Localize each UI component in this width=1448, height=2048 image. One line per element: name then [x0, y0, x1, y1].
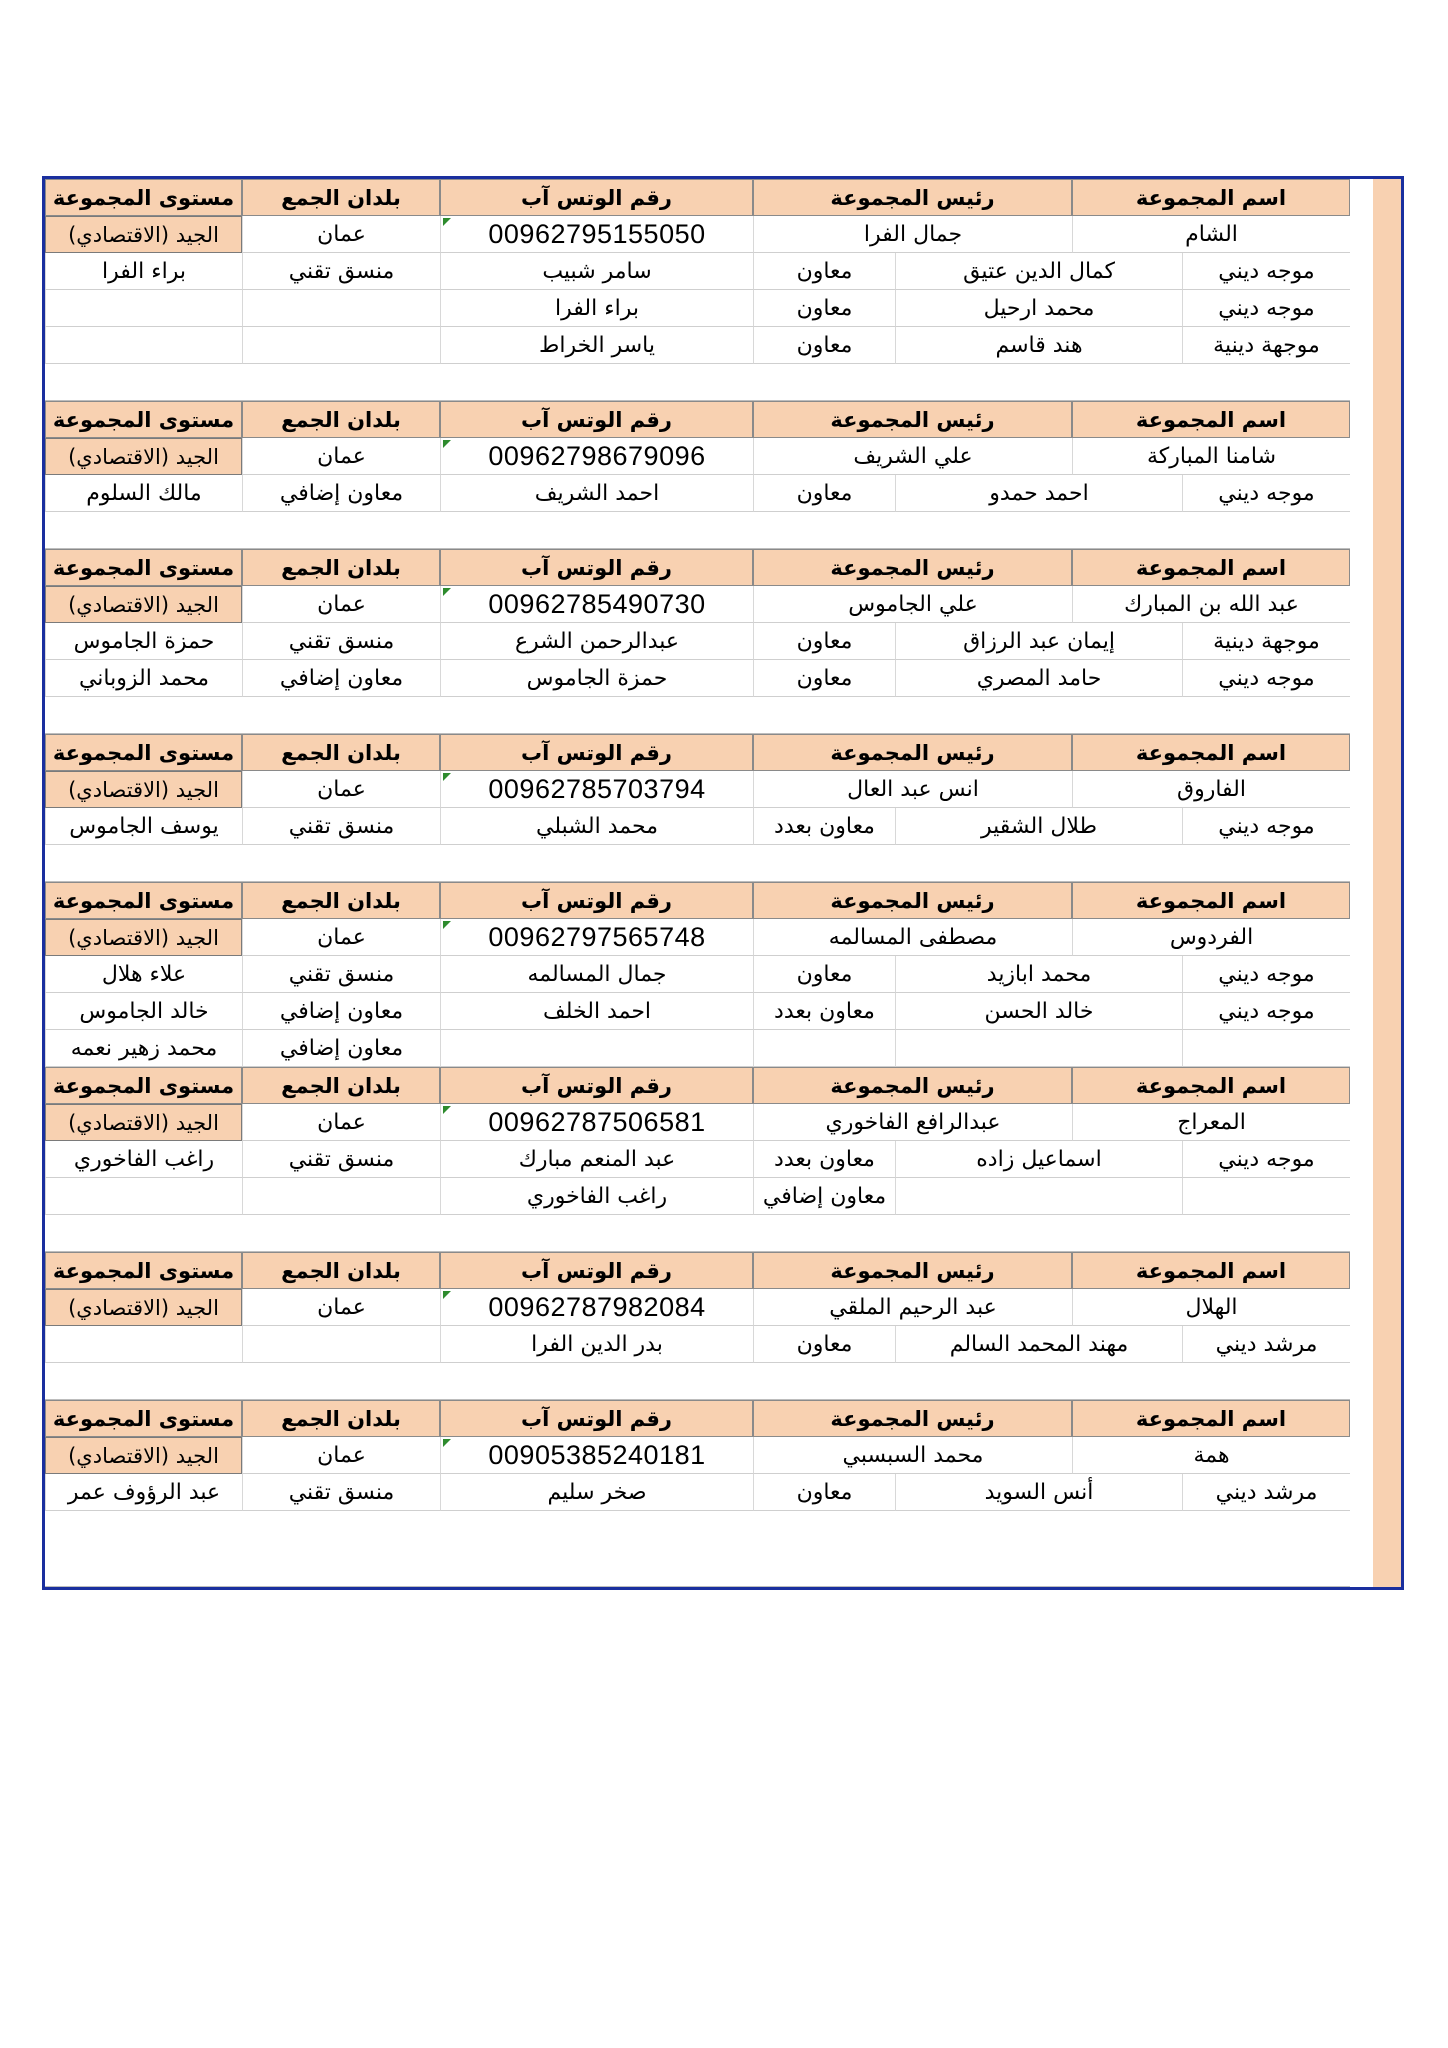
group-level: الجيد (الاقتصادي) — [45, 216, 242, 253]
group-level: الجيد (الاقتصادي) — [45, 438, 242, 475]
member-cell-member-3: حمزة الجاموس — [45, 623, 242, 660]
member-cell-member-1 — [895, 1178, 1182, 1215]
group-header-row — [45, 1067, 1350, 1104]
header-whatsapp: رقم الوتس آب — [440, 734, 753, 771]
group-country: عمان — [242, 216, 440, 253]
member-cell-role-2: معاون — [753, 253, 895, 290]
group-phone[interactable]: 00962798679096 — [440, 438, 753, 475]
group-country: عمان — [242, 919, 440, 956]
member-cell-role-2: معاون إضافي — [753, 1178, 895, 1215]
member-cell-member-3: عبد الرؤوف عمر — [45, 1474, 242, 1511]
header-collection-country: بلدان الجمع — [242, 882, 440, 919]
group-header-row — [45, 549, 1350, 586]
member-cell-member-1: أنس السويد — [895, 1474, 1182, 1511]
header-collection-country: بلدان الجمع — [242, 1400, 440, 1437]
group-head: عبدالرافع الفاخوري — [753, 1104, 1072, 1141]
group-header-row — [45, 734, 1350, 771]
header-collection-country: بلدان الجمع — [242, 179, 440, 216]
member-cell-role-1: موجه ديني — [1182, 253, 1350, 290]
group-country: عمان — [242, 1437, 440, 1474]
header-group-head: رئيس المجموعة — [753, 734, 1072, 771]
blank-spacer-row — [45, 697, 1350, 734]
member-row — [45, 1474, 1350, 1511]
group-name: المعراج — [1072, 1104, 1350, 1141]
group-phone[interactable]: 00962787506581 — [440, 1104, 753, 1141]
header-group-name: اسم المجموعة — [1072, 401, 1350, 438]
right-margin-strip — [1373, 179, 1401, 1587]
header-collection-country: بلدان الجمع — [242, 401, 440, 438]
group-country: عمان — [242, 438, 440, 475]
group-header-row — [45, 401, 1350, 438]
member-cell-member-2: احمد الشريف — [440, 475, 753, 512]
group-header-row — [45, 1252, 1350, 1289]
member-cell-role-3 — [242, 290, 440, 327]
member-cell-member-2: سامر شبيب — [440, 253, 753, 290]
group-name: شامنا المباركة — [1072, 438, 1350, 475]
member-cell-member-3: محمد الزوباني — [45, 660, 242, 697]
header-group-name: اسم المجموعة — [1072, 734, 1350, 771]
group-header-row — [45, 1400, 1350, 1437]
member-cell-member-3 — [45, 290, 242, 327]
header-group-level: مستوى المجموعة — [45, 734, 242, 771]
header-whatsapp: رقم الوتس آب — [440, 1252, 753, 1289]
member-cell-member-1: حامد المصري — [895, 660, 1182, 697]
member-cell-role-3 — [242, 327, 440, 364]
header-whatsapp: رقم الوتس آب — [440, 1400, 753, 1437]
header-whatsapp: رقم الوتس آب — [440, 882, 753, 919]
member-cell-member-1: اسماعيل زاده — [895, 1141, 1182, 1178]
member-cell-member-2: جمال المسالمه — [440, 956, 753, 993]
header-whatsapp: رقم الوتس آب — [440, 179, 753, 216]
member-cell-member-2: براء الفرا — [440, 290, 753, 327]
member-cell-role-3: منسق تقني — [242, 956, 440, 993]
member-cell-role-1: موجه ديني — [1182, 1141, 1350, 1178]
member-cell-role-2: معاون — [753, 660, 895, 697]
member-row — [45, 475, 1350, 512]
member-cell-role-1 — [1182, 1030, 1350, 1067]
member-cell-role-3: معاون إضافي — [242, 475, 440, 512]
group-country: عمان — [242, 586, 440, 623]
header-collection-country: بلدان الجمع — [242, 1252, 440, 1289]
header-group-level: مستوى المجموعة — [45, 179, 242, 216]
member-row — [45, 290, 1350, 327]
member-cell-member-3: علاء هلال — [45, 956, 242, 993]
member-cell-role-3: معاون إضافي — [242, 660, 440, 697]
group-header-row — [45, 179, 1350, 216]
member-cell-role-1: موجهة دينية — [1182, 623, 1350, 660]
member-cell-member-3: براء الفرا — [45, 253, 242, 290]
group-head: عبد الرحيم الملقي — [753, 1289, 1072, 1326]
member-cell-role-2: معاون — [753, 475, 895, 512]
member-cell-role-1: موجه ديني — [1182, 808, 1350, 845]
member-cell-role-3: معاون إضافي — [242, 1030, 440, 1067]
header-group-name: اسم المجموعة — [1072, 1400, 1350, 1437]
member-row — [45, 1178, 1350, 1215]
group-country: عمان — [242, 1289, 440, 1326]
header-group-name: اسم المجموعة — [1072, 549, 1350, 586]
member-row — [45, 1030, 1350, 1067]
member-cell-role-1: موجهة دينية — [1182, 327, 1350, 364]
group-name: عبد الله بن المبارك — [1072, 586, 1350, 623]
group-phone[interactable]: 00962785703794 — [440, 771, 753, 808]
group-level: الجيد (الاقتصادي) — [45, 771, 242, 808]
member-row — [45, 1326, 1350, 1363]
member-cell-role-1 — [1182, 1178, 1350, 1215]
member-cell-member-3: يوسف الجاموس — [45, 808, 242, 845]
member-cell-role-3 — [242, 1178, 440, 1215]
group-head: علي الجاموس — [753, 586, 1072, 623]
group-phone[interactable]: 00962785490730 — [440, 586, 753, 623]
member-cell-member-2: ياسر الخراط — [440, 327, 753, 364]
group-phone[interactable]: 00905385240181 — [440, 1437, 753, 1474]
header-collection-country: بلدان الجمع — [242, 549, 440, 586]
member-cell-member-3 — [45, 327, 242, 364]
group-phone[interactable]: 00962795155050 — [440, 216, 753, 253]
member-cell-role-1: مرشد ديني — [1182, 1474, 1350, 1511]
group-level: الجيد (الاقتصادي) — [45, 586, 242, 623]
member-cell-member-2: عبدالرحمن الشرع — [440, 623, 753, 660]
member-cell-member-1: طلال الشقير — [895, 808, 1182, 845]
member-cell-member-1: هند قاسم — [895, 327, 1182, 364]
member-cell-role-1: موجه ديني — [1182, 956, 1350, 993]
member-row — [45, 253, 1350, 290]
member-cell-role-1: موجه ديني — [1182, 290, 1350, 327]
member-row — [45, 327, 1350, 364]
header-group-level: مستوى المجموعة — [45, 1067, 242, 1104]
member-cell-member-2 — [440, 1030, 753, 1067]
member-cell-role-2 — [753, 1030, 895, 1067]
member-cell-member-2: احمد الخلف — [440, 993, 753, 1030]
member-cell-member-3: خالد الجاموس — [45, 993, 242, 1030]
member-cell-role-3 — [242, 1326, 440, 1363]
header-group-head: رئيس المجموعة — [753, 1252, 1072, 1289]
header-whatsapp: رقم الوتس آب — [440, 1067, 753, 1104]
header-group-head: رئيس المجموعة — [753, 401, 1072, 438]
header-group-head: رئيس المجموعة — [753, 1067, 1072, 1104]
member-cell-role-2: معاون بعدد — [753, 808, 895, 845]
group-phone[interactable]: 00962787982084 — [440, 1289, 753, 1326]
member-cell-role-1: موجه ديني — [1182, 660, 1350, 697]
group-name: الشام — [1072, 216, 1350, 253]
member-cell-member-1 — [895, 1030, 1182, 1067]
group-header-row — [45, 882, 1350, 919]
group-country: عمان — [242, 771, 440, 808]
member-cell-member-1: كمال الدين عتيق — [895, 253, 1182, 290]
member-cell-member-1: إيمان عبد الرزاق — [895, 623, 1182, 660]
header-group-head: رئيس المجموعة — [753, 882, 1072, 919]
member-cell-member-3: راغب الفاخوري — [45, 1141, 242, 1178]
group-level: الجيد (الاقتصادي) — [45, 919, 242, 956]
member-cell-member-1: محمد ارحيل — [895, 290, 1182, 327]
group-info-row — [45, 216, 1350, 253]
group-country: عمان — [242, 1104, 440, 1141]
group-info-row — [45, 1104, 1350, 1141]
group-table-sheet — [42, 176, 1404, 1590]
member-cell-role-3: منسق تقني — [242, 1474, 440, 1511]
group-head: مصطفى المسالمه — [753, 919, 1072, 956]
group-name: الهلال — [1072, 1289, 1350, 1326]
blank-spacer-row — [45, 1363, 1350, 1400]
member-row — [45, 1141, 1350, 1178]
member-row — [45, 660, 1350, 697]
member-cell-member-1: محمد ابازيد — [895, 956, 1182, 993]
member-cell-member-2: حمزة الجاموس — [440, 660, 753, 697]
group-phone[interactable]: 00962797565748 — [440, 919, 753, 956]
member-cell-role-2: معاون — [753, 290, 895, 327]
member-cell-role-3: منسق تقني — [242, 1141, 440, 1178]
group-head: محمد السبسبي — [753, 1437, 1072, 1474]
member-cell-role-3: معاون إضافي — [242, 993, 440, 1030]
group-info-row — [45, 771, 1350, 808]
member-cell-member-2: بدر الدين الفرا — [440, 1326, 753, 1363]
header-group-level: مستوى المجموعة — [45, 882, 242, 919]
member-cell-role-2: معاون — [753, 1326, 895, 1363]
header-whatsapp: رقم الوتس آب — [440, 401, 753, 438]
member-row — [45, 808, 1350, 845]
member-cell-role-2: معاون — [753, 1474, 895, 1511]
member-cell-member-1: احمد حمدو — [895, 475, 1182, 512]
member-cell-member-2: محمد الشبلي — [440, 808, 753, 845]
group-level: الجيد (الاقتصادي) — [45, 1437, 242, 1474]
blank-spacer-row — [45, 845, 1350, 882]
header-group-name: اسم المجموعة — [1072, 1252, 1350, 1289]
header-group-head: رئيس المجموعة — [753, 179, 1072, 216]
group-name: الفردوس — [1072, 919, 1350, 956]
member-cell-role-2: معاون بعدد — [753, 1141, 895, 1178]
group-info-row — [45, 1437, 1350, 1474]
header-collection-country: بلدان الجمع — [242, 1067, 440, 1104]
member-cell-role-1: موجه ديني — [1182, 993, 1350, 1030]
member-cell-member-3: محمد زهير نعمه — [45, 1030, 242, 1067]
member-cell-role-2: معاون بعدد — [753, 993, 895, 1030]
member-cell-role-3: منسق تقني — [242, 253, 440, 290]
header-group-level: مستوى المجموعة — [45, 401, 242, 438]
header-group-level: مستوى المجموعة — [45, 549, 242, 586]
header-group-name: اسم المجموعة — [1072, 1067, 1350, 1104]
group-info-row — [45, 586, 1350, 623]
header-group-level: مستوى المجموعة — [45, 1252, 242, 1289]
header-collection-country: بلدان الجمع — [242, 734, 440, 771]
header-group-head: رئيس المجموعة — [753, 1400, 1072, 1437]
member-row — [45, 623, 1350, 660]
group-head: علي الشريف — [753, 438, 1072, 475]
group-head: انس عبد العال — [753, 771, 1072, 808]
group-info-row — [45, 438, 1350, 475]
member-cell-member-2: صخر سليم — [440, 1474, 753, 1511]
group-name: الفاروق — [1072, 771, 1350, 808]
member-cell-member-3 — [45, 1326, 242, 1363]
member-cell-role-1: مرشد ديني — [1182, 1326, 1350, 1363]
blank-spacer-row — [45, 512, 1350, 549]
group-level: الجيد (الاقتصادي) — [45, 1104, 242, 1141]
group-head: جمال الفرا — [753, 216, 1072, 253]
member-cell-member-3 — [45, 1178, 242, 1215]
header-group-name: اسم المجموعة — [1072, 882, 1350, 919]
group-info-row — [45, 919, 1350, 956]
header-group-level: مستوى المجموعة — [45, 1400, 242, 1437]
blank-spacer-row — [45, 1215, 1350, 1252]
member-cell-member-2: عبد المنعم مبارك — [440, 1141, 753, 1178]
member-cell-member-1: مهند المحمد السالم — [895, 1326, 1182, 1363]
blank-spacer-row — [45, 364, 1350, 401]
member-row — [45, 956, 1350, 993]
member-cell-role-3: منسق تقني — [242, 623, 440, 660]
blank-spacer-row — [45, 1511, 1350, 1587]
member-cell-member-2: راغب الفاخوري — [440, 1178, 753, 1215]
member-row — [45, 993, 1350, 1030]
header-group-head: رئيس المجموعة — [753, 549, 1072, 586]
group-name: همة — [1072, 1437, 1350, 1474]
member-cell-member-3: مالك السلوم — [45, 475, 242, 512]
member-cell-role-2: معاون — [753, 327, 895, 364]
header-group-name: اسم المجموعة — [1072, 179, 1350, 216]
header-whatsapp: رقم الوتس آب — [440, 549, 753, 586]
member-cell-role-2: معاون — [753, 956, 895, 993]
group-level: الجيد (الاقتصادي) — [45, 1289, 242, 1326]
member-cell-member-1: خالد الحسن — [895, 993, 1182, 1030]
member-cell-role-1: موجه ديني — [1182, 475, 1350, 512]
member-cell-role-2: معاون — [753, 623, 895, 660]
group-info-row — [45, 1289, 1350, 1326]
member-cell-role-3: منسق تقني — [242, 808, 440, 845]
